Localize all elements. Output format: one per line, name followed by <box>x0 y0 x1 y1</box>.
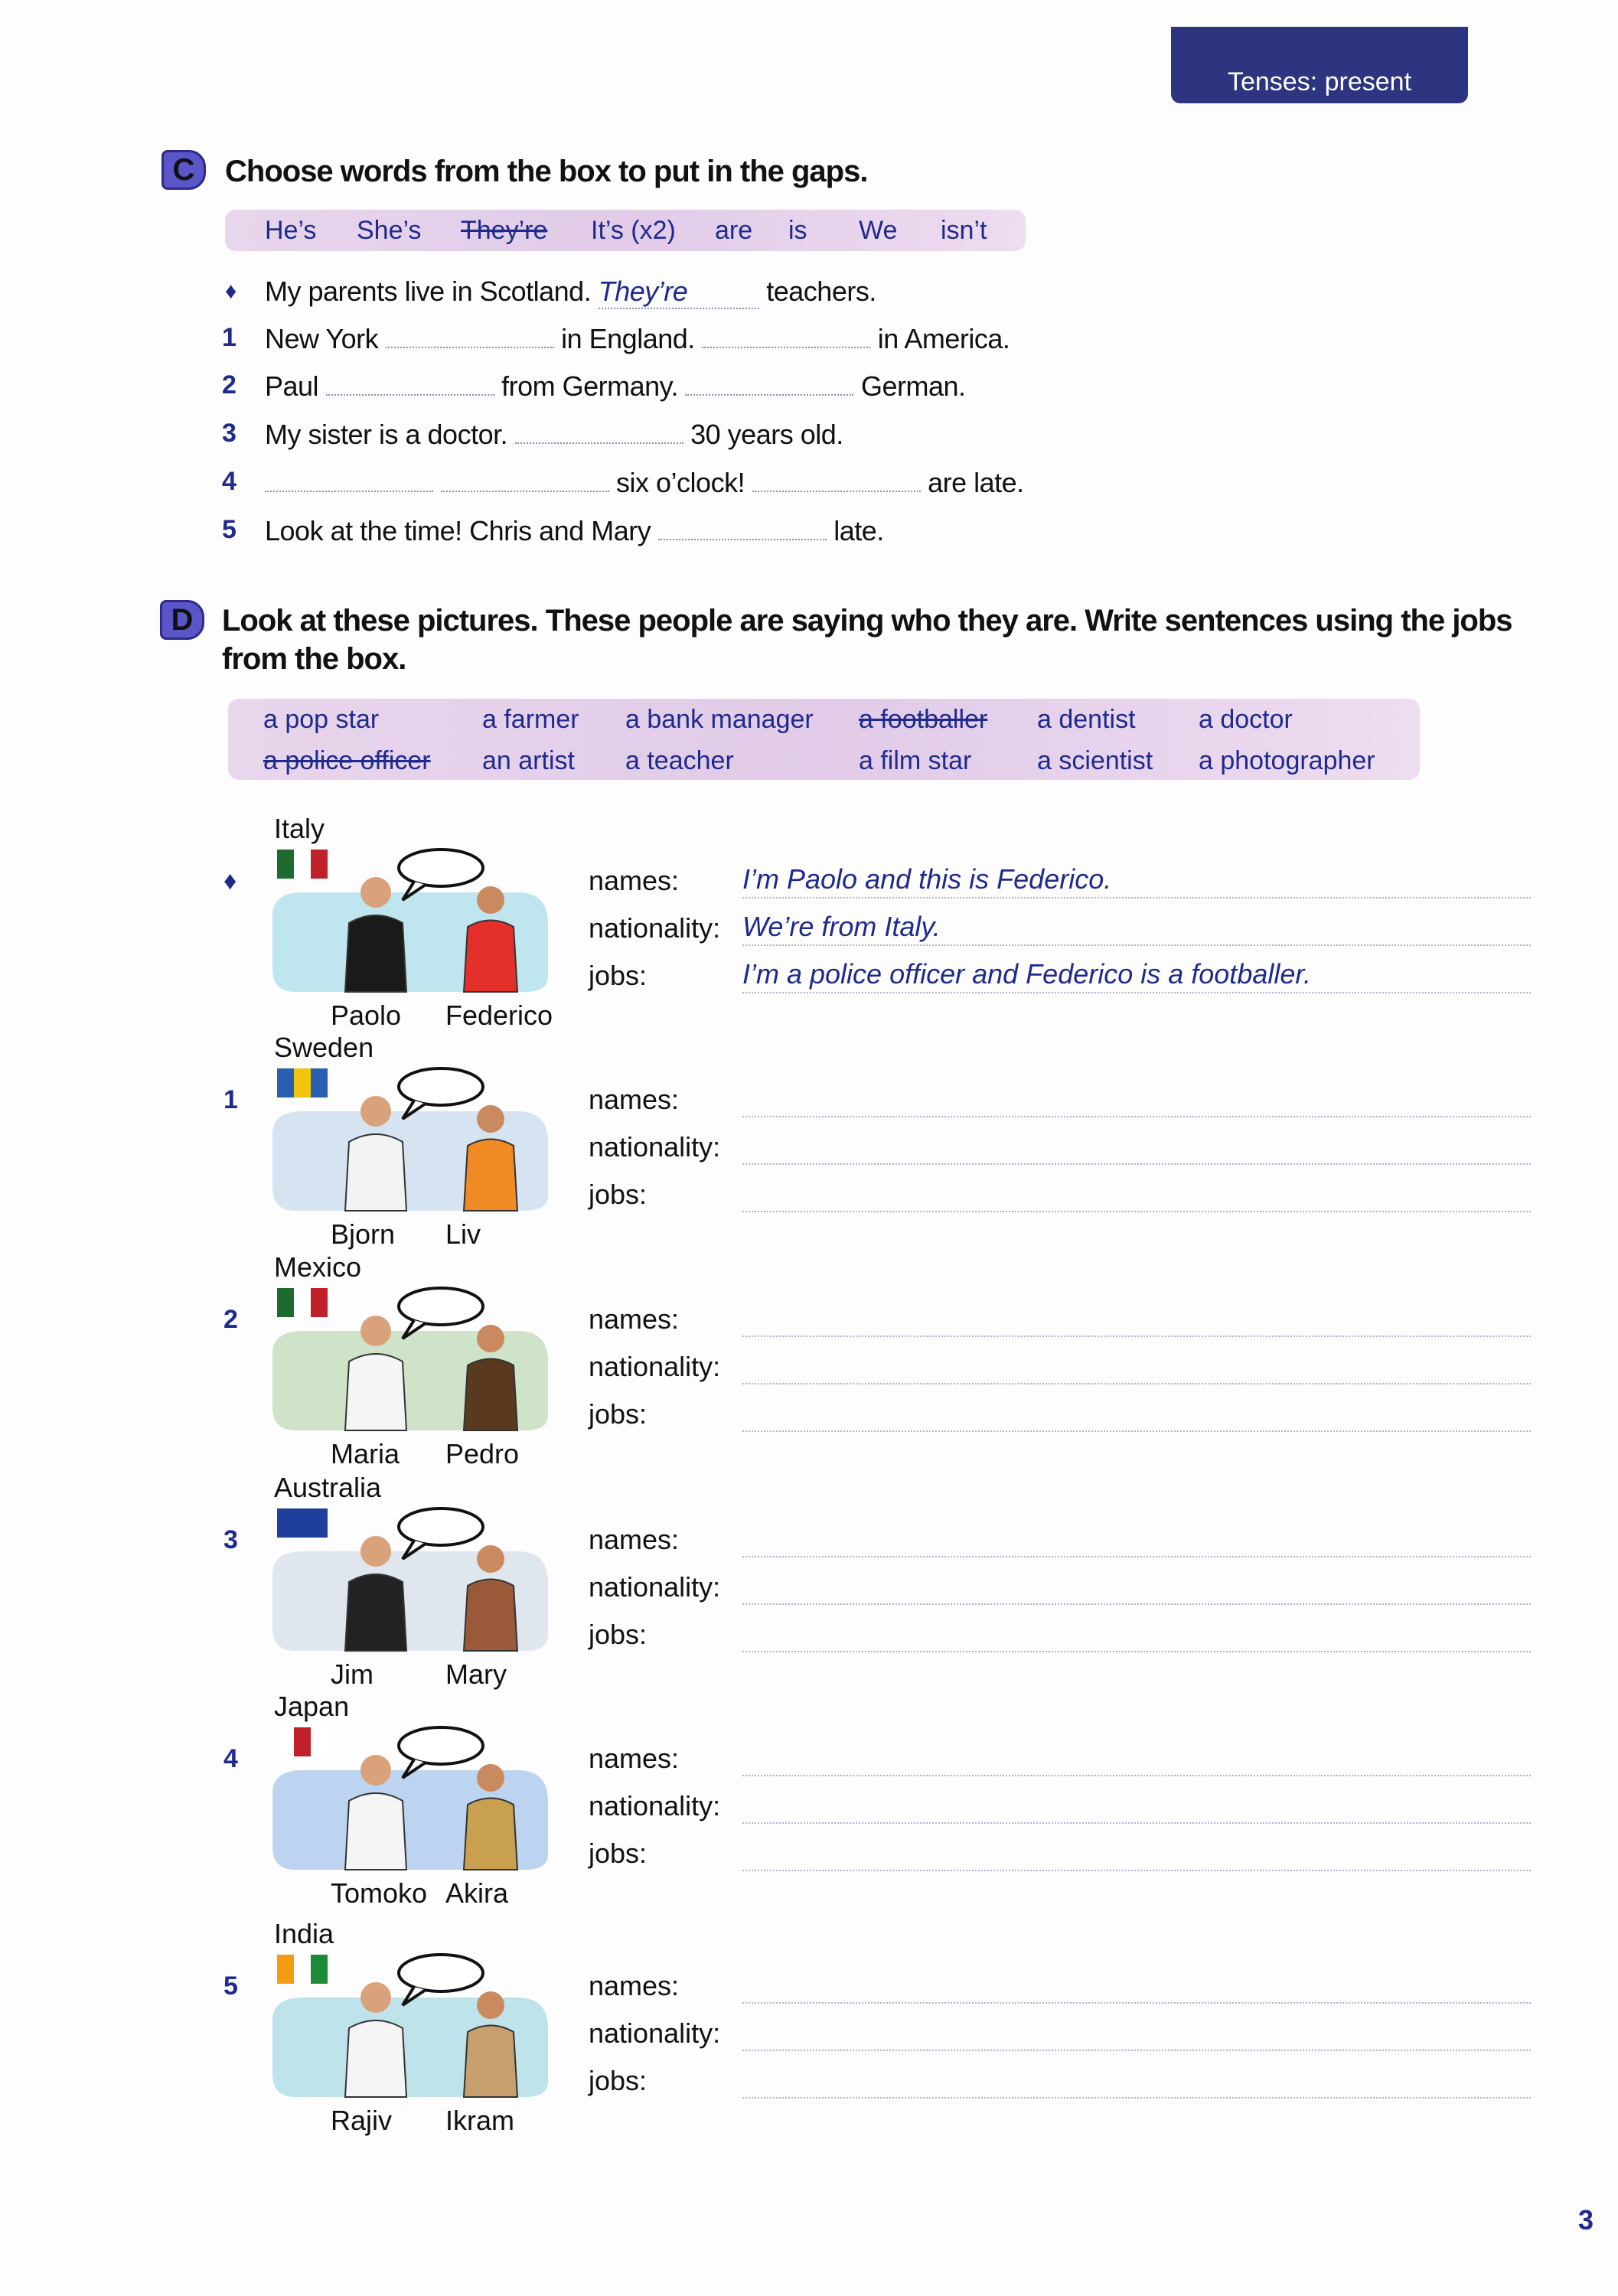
answer-gap[interactable] <box>386 324 554 348</box>
item-number: 3 <box>222 419 237 448</box>
job-box-item: a film star <box>859 746 972 775</box>
label-names: names: <box>589 1084 680 1115</box>
item-text: are late. <box>928 467 1024 498</box>
person-name: Ikram <box>445 2105 514 2136</box>
answer-jobs-field[interactable]: I’m a police officer and Federico is a footballer. <box>742 958 1531 993</box>
answer-nationality-field[interactable] <box>742 1130 1531 1165</box>
section-tab-label: Tenses: present <box>1227 67 1412 96</box>
section-d-title-line2: from the box. <box>222 642 406 676</box>
person-name: Tomoko <box>331 1877 428 1909</box>
label-jobs: jobs: <box>589 1398 648 1430</box>
people-illustration <box>272 1952 556 2108</box>
item-text: in America. <box>877 323 1010 354</box>
item-number: 2 <box>222 370 237 400</box>
label-names: names: <box>589 1743 680 1774</box>
section-c-title: Choose words from the box to put in the gaps. <box>225 155 868 188</box>
country-label: India <box>274 1918 334 1949</box>
job-box-item: a teacher <box>625 746 734 775</box>
job-box-item: a footballer <box>859 705 988 734</box>
person-name: Jim <box>331 1658 374 1690</box>
label-nationality: nationality: <box>589 1790 721 1821</box>
answer-names-field[interactable] <box>742 1302 1531 1337</box>
person-name: Bjorn <box>331 1218 396 1250</box>
word-box-item: isn’t <box>941 216 987 245</box>
item-text: My sister is a doctor. <box>265 419 508 450</box>
label-nationality: nationality: <box>589 1571 721 1603</box>
item-text: late. <box>833 515 884 546</box>
gap-fill-item <box>265 323 1010 355</box>
job-box-item: a pop star <box>263 705 380 734</box>
jobs-box <box>228 699 1420 780</box>
example-text: My parents live in Scotland. <box>265 276 592 307</box>
label-names: names: <box>589 1524 680 1555</box>
word-box <box>225 210 1026 251</box>
person-name: Maria <box>331 1438 400 1469</box>
flag-icon <box>277 1955 328 1984</box>
answer-nationality-field[interactable]: We’re from Italy. <box>742 911 1531 946</box>
item-text: six o’clock! <box>616 467 745 498</box>
label-jobs: jobs: <box>589 1179 648 1210</box>
people-illustration <box>272 1285 556 1442</box>
answer-gap[interactable] <box>326 371 494 396</box>
answer-jobs-field[interactable] <box>742 1177 1531 1212</box>
job-box-item: an artist <box>482 746 575 775</box>
item-text: from Germany. <box>501 370 678 402</box>
person-name: Mary <box>445 1658 507 1690</box>
answer-gap[interactable] <box>685 371 853 396</box>
item-number: 2 <box>223 1305 238 1334</box>
person-name: Paolo <box>331 1000 402 1031</box>
people-illustration <box>272 846 556 1003</box>
example-marker: ♦ <box>223 866 237 895</box>
job-box-item: a farmer <box>482 705 579 734</box>
country-label: Japan <box>274 1691 350 1722</box>
word-box-item: We <box>859 216 898 245</box>
item-text: in England. <box>561 323 695 354</box>
item-text: New York <box>265 323 379 354</box>
person-name: Liv <box>445 1218 481 1250</box>
item-number: 1 <box>222 323 237 352</box>
flag-icon <box>277 850 328 879</box>
example-sentence <box>265 276 876 309</box>
flag-icon <box>277 1727 328 1756</box>
word-box-item: She’s <box>357 216 422 245</box>
answer-names-field[interactable]: I’m Paolo and this is Federico. <box>742 863 1531 899</box>
answer-nationality-field[interactable] <box>742 1789 1531 1824</box>
label-jobs: jobs: <box>589 1619 648 1650</box>
flag-icon <box>277 1508 328 1538</box>
label-names: names: <box>589 1303 680 1335</box>
gap-fill-item <box>265 515 884 547</box>
answer-jobs-field[interactable] <box>742 1836 1531 1871</box>
flag-icon <box>277 1068 328 1097</box>
example-text-end: teachers. <box>766 276 876 307</box>
label-jobs: jobs: <box>589 960 648 991</box>
example-marker: ♦ <box>225 279 237 304</box>
people-illustration <box>272 1505 556 1662</box>
item-number: 4 <box>222 467 237 496</box>
page-number: 3 <box>1578 2204 1594 2236</box>
section-c-badge: C <box>161 150 206 190</box>
item-number: 1 <box>223 1085 238 1114</box>
job-box-item: a scientist <box>1037 746 1153 775</box>
gap-fill-item <box>265 419 843 451</box>
gap-fill-item <box>265 370 966 403</box>
answer-jobs-field[interactable] <box>742 1617 1531 1652</box>
word-box-item: They’re <box>461 216 548 245</box>
country-label: Mexico <box>274 1251 362 1283</box>
people-illustration <box>272 1065 556 1222</box>
word-box-item: He’s <box>265 216 317 245</box>
word-box-item: is <box>788 216 807 245</box>
answer-gap[interactable] <box>658 516 827 540</box>
gap-fill-item <box>265 467 1024 499</box>
answer-nationality-field[interactable] <box>742 1349 1531 1384</box>
answer-gap[interactable] <box>441 468 609 492</box>
job-box-item: a dentist <box>1037 705 1136 734</box>
label-jobs: jobs: <box>589 1838 648 1869</box>
answer-nationality-field[interactable] <box>742 1570 1531 1605</box>
person-name: Pedro <box>445 1438 520 1469</box>
answer-gap[interactable] <box>702 324 870 348</box>
example-answer: They’re <box>599 276 759 309</box>
item-number: 5 <box>223 1971 238 2001</box>
country-label: Australia <box>274 1472 382 1503</box>
people-illustration <box>272 1724 556 1881</box>
item-text: Look at the time! Chris and Mary <box>265 515 651 546</box>
flag-icon <box>277 1288 328 1317</box>
person-name: Rajiv <box>331 2105 393 2136</box>
job-box-item: a photographer <box>1199 746 1375 775</box>
answer-gap[interactable] <box>752 468 921 492</box>
answer-jobs-field[interactable] <box>742 1397 1531 1432</box>
answer-names-field[interactable] <box>742 1741 1531 1776</box>
country-label: Sweden <box>274 1032 374 1063</box>
answer-gap[interactable] <box>265 468 433 492</box>
answer-names-field[interactable] <box>742 1968 1531 2004</box>
section-tab <box>1171 27 1468 103</box>
job-box-item: a doctor <box>1199 705 1293 734</box>
answer-names-field[interactable] <box>742 1082 1531 1117</box>
label-jobs: jobs: <box>589 2065 648 2096</box>
person-name: Akira <box>445 1877 509 1909</box>
word-box-item: are <box>715 216 753 245</box>
label-nationality: nationality: <box>589 912 721 944</box>
section-d-title-line1: Look at these pictures. These people are saying who they are. Write sentences using the jobs <box>222 604 1512 638</box>
answer-nationality-field[interactable] <box>742 2016 1531 2051</box>
item-text: 30 years old. <box>690 419 843 450</box>
country-label: Italy <box>274 813 325 844</box>
item-text: German. <box>861 370 966 402</box>
label-names: names: <box>589 1970 680 2001</box>
label-names: names: <box>589 865 680 896</box>
job-box-item: a police officer <box>263 746 431 775</box>
answer-jobs-field[interactable] <box>742 2063 1531 2099</box>
item-number: 3 <box>223 1525 238 1554</box>
person-name: Federico <box>445 1000 553 1031</box>
word-box-item: It’s (x2) <box>591 216 676 245</box>
item-number: 4 <box>223 1744 238 1773</box>
section-d-badge: D <box>160 600 204 640</box>
label-nationality: nationality: <box>589 2017 721 2049</box>
answer-names-field[interactable] <box>742 1522 1531 1557</box>
item-text: Paul <box>265 370 319 402</box>
answer-gap[interactable] <box>515 419 683 444</box>
label-nationality: nationality: <box>589 1351 721 1382</box>
item-number: 5 <box>222 515 237 544</box>
job-box-item: a bank manager <box>625 705 814 734</box>
label-nationality: nationality: <box>589 1131 721 1163</box>
